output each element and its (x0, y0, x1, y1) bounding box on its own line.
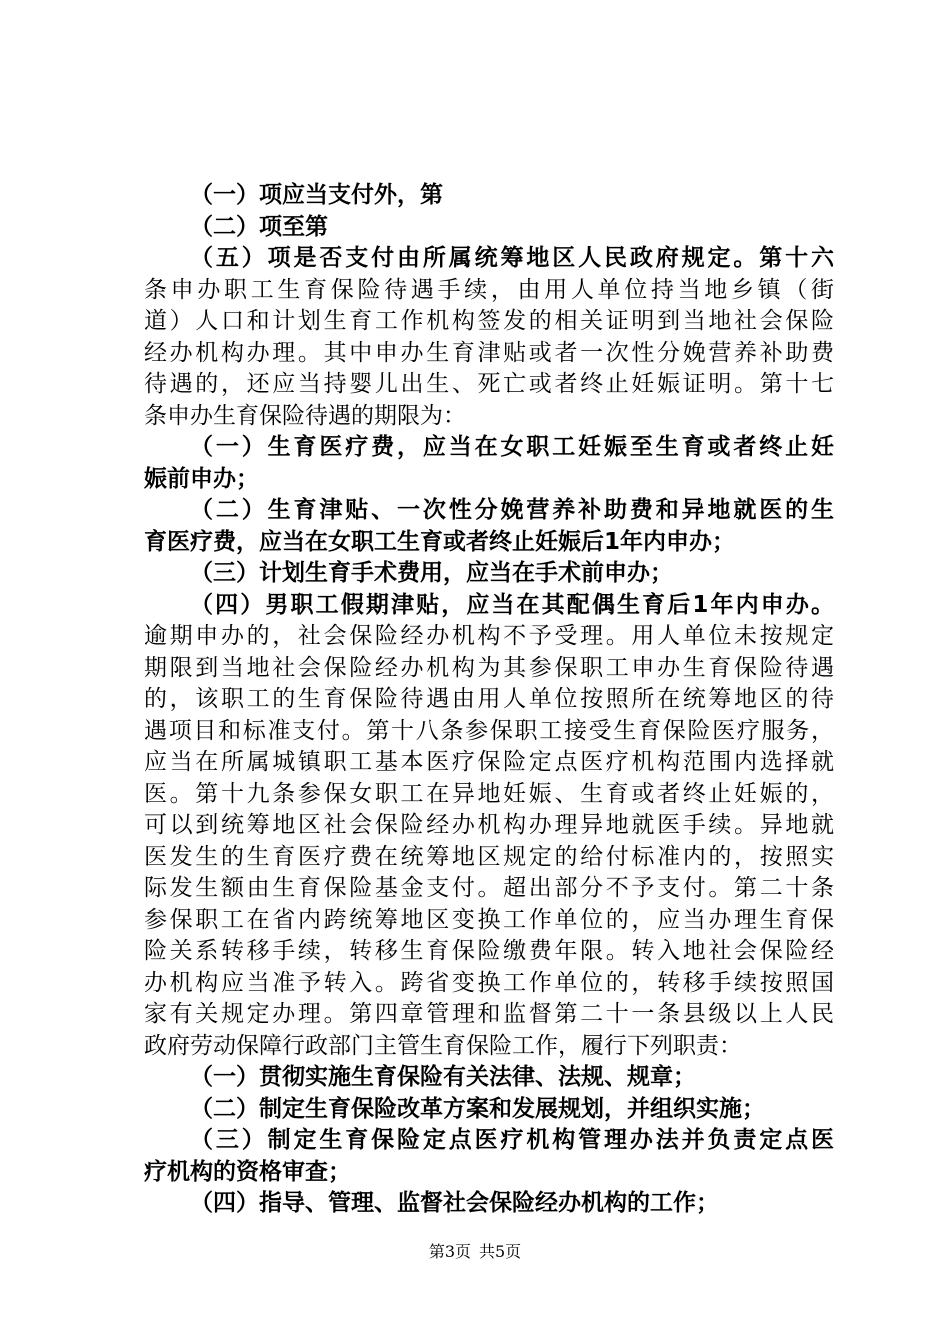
text-line: 医发生的生育医疗费在统筹地区规定的给付标准内的，按照实 (144, 843, 834, 870)
text-line: （二）生育津贴、一次性分娩营养补助费和异地就医的生 (190, 497, 834, 523)
text-line: 办机构应当准予转入。跨省变换工作单位的，转移手续按照国 (144, 969, 834, 996)
text-line: 道）人口和计划生育工作机构签发的相关证明到当地社会保险 (144, 308, 834, 334)
text-line: （二）项至第 (190, 213, 328, 240)
text-line: 政府劳动保障行政部门主管生育保险工作，履行下列职责： (144, 1032, 742, 1059)
text-line: （一）生育医疗费，应当在女职工妊娠至生育或者终止妊 (190, 434, 834, 460)
text-line: （四）指导、管理、监督社会保险经办机构的工作； (190, 1190, 719, 1216)
text-line: 条申办职工生育保险待遇手续，由用人单位持当地乡镇（街 (144, 276, 834, 303)
text-line: 经办机构办理。其中申办生育津贴或者一次性分娩营养补助费 (144, 339, 834, 366)
text-line: 娠前申办； (144, 465, 259, 492)
page-number-total: 共5页 (479, 1242, 522, 1261)
text-line: 育医疗费，应当在女职工生育或者终止妊娠后1年内申办； (144, 528, 736, 555)
text-line: （二）制定生育保险改革方案和发展规划，并组织实施； (190, 1095, 765, 1122)
text-line: 参保职工在省内跨统筹地区变换工作单位的，应当办理生育保 (144, 906, 834, 933)
text-line: 条申办生育保险待遇的期限为： (144, 402, 466, 429)
text-line: 遇项目和标准支付。第十八条参保职工接受生育保险医疗服务， (144, 717, 834, 744)
document-body (144, 180, 834, 1220)
text-line: （五）项是否支付由所属统筹地区人民政府规定。第十六 (190, 245, 834, 271)
text-line: （三）制定生育保险定点医疗机构管理办法并负责定点医 (190, 1127, 834, 1153)
page-footer (0, 1242, 950, 1262)
text-line: 医。第十九条参保女职工在异地妊娠、生育或者终止妊娠的， (144, 780, 834, 807)
text-line: 的，该职工的生育保险待遇由用人单位按照所在统筹地区的待 (144, 686, 834, 712)
text-line: 应当在所属城镇职工基本医疗保险定点医疗机构范围内选择就 (144, 749, 834, 775)
text-line: 逾期申办的，社会保险经办机构不予受理。用人单位未按规定 (144, 623, 834, 649)
text-line: 险关系转移手续，转移生育保险缴费年限。转入地社会保险经 (144, 938, 834, 964)
text-line: 家有关规定办理。第四章管理和监督第二十一条县级以上人民 (144, 1001, 834, 1027)
text-line: 期限到当地社会保险经办机构为其参保职工申办生育保险待遇 (144, 654, 834, 681)
text-line: （四）男职工假期津贴，应当在其配偶生育后1年内申办。 (190, 591, 834, 618)
text-line: 待遇的，还应当持婴儿出生、死亡或者终止妊娠证明。第十七 (144, 371, 834, 397)
text-line: 疗机构的资格审查； (144, 1158, 351, 1185)
text-line: （一）项应当支付外，第 (190, 182, 443, 208)
text-line: （一）贯彻实施生育保险有关法律、法规、规章； (190, 1064, 696, 1090)
page-number-current: 第3页 (428, 1242, 471, 1261)
text-line: （三）计划生育手术费用，应当在手术前申办； (190, 560, 673, 586)
text-line: 可以到统筹地区社会保险经办机构办理异地就医手续。异地就 (144, 812, 834, 838)
text-line: 际发生额由生育保险基金支付。超出部分不予支付。第二十条 (144, 875, 834, 901)
